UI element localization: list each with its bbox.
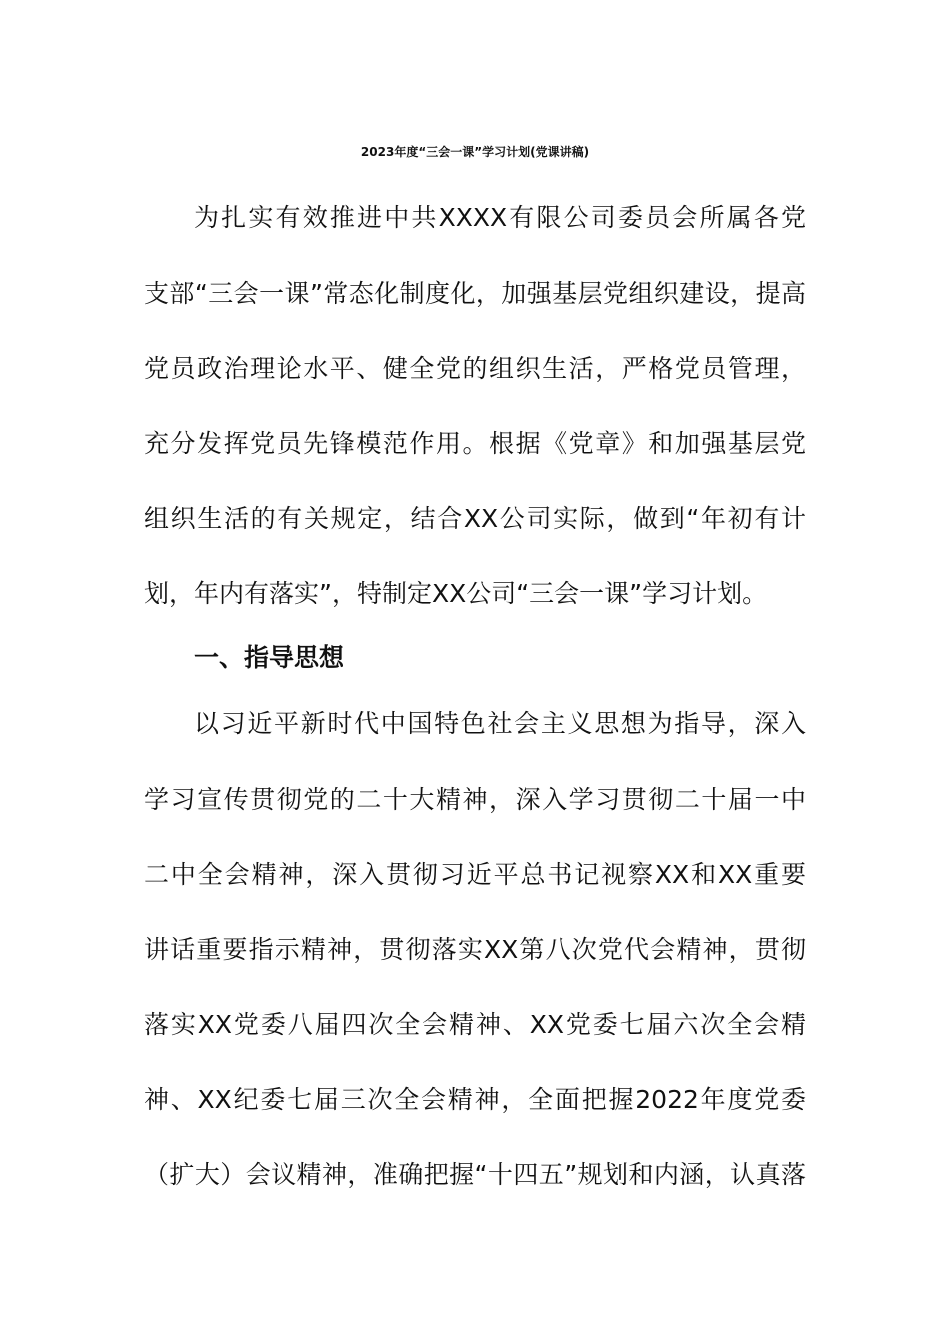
section-line-7: （扩大）会议精神，准确把握“十四五”规划和内涵，认真落 <box>144 1160 806 1189</box>
section-line-5: 落实XX党委八届四次全会精神、XX党委七届六次全会精 <box>144 1010 806 1039</box>
section-line-6: 神、XX纪委七届三次全会精神，全面把握2022年度党委 <box>144 1085 806 1114</box>
intro-line-2: 支部“三会一课”常态化制度化，加强基层党组织建设，提高 <box>144 279 806 308</box>
section-line-4: 讲话重要指示精神，贯彻落实XX第八次党代会精神，贯彻 <box>144 935 806 964</box>
intro-line-6: 划，年内有落实”，特制定XX公司“三会一课”学习计划。 <box>144 579 768 608</box>
document-title: 2023年度“三会一课”学习计划(党课讲稿) <box>360 145 590 159</box>
section-line-2: 学习宣传贯彻党的二十大精神，深入学习贯彻二十届一中 <box>144 785 806 814</box>
section-line-1: 以习近平新时代中国特色社会主义思想为指导，深入 <box>194 709 806 738</box>
intro-line-5: 组织生活的有关规定，结合XX公司实际，做到“年初有计 <box>144 504 806 533</box>
section-line-3: 二中全会精神，深入贯彻习近平总书记视察XX和XX重要 <box>144 860 806 889</box>
intro-line-4: 充分发挥党员先锋模范作用。根据《党章》和加强基层党 <box>144 429 806 458</box>
section-heading: 一、指导思想 <box>194 643 345 672</box>
intro-line-3: 党员政治理论水平、健全党的组织生活，严格党员管理， <box>144 354 806 383</box>
intro-line-1: 为扎实有效推进中共XXXX有限公司委员会所属各党 <box>194 203 806 232</box>
